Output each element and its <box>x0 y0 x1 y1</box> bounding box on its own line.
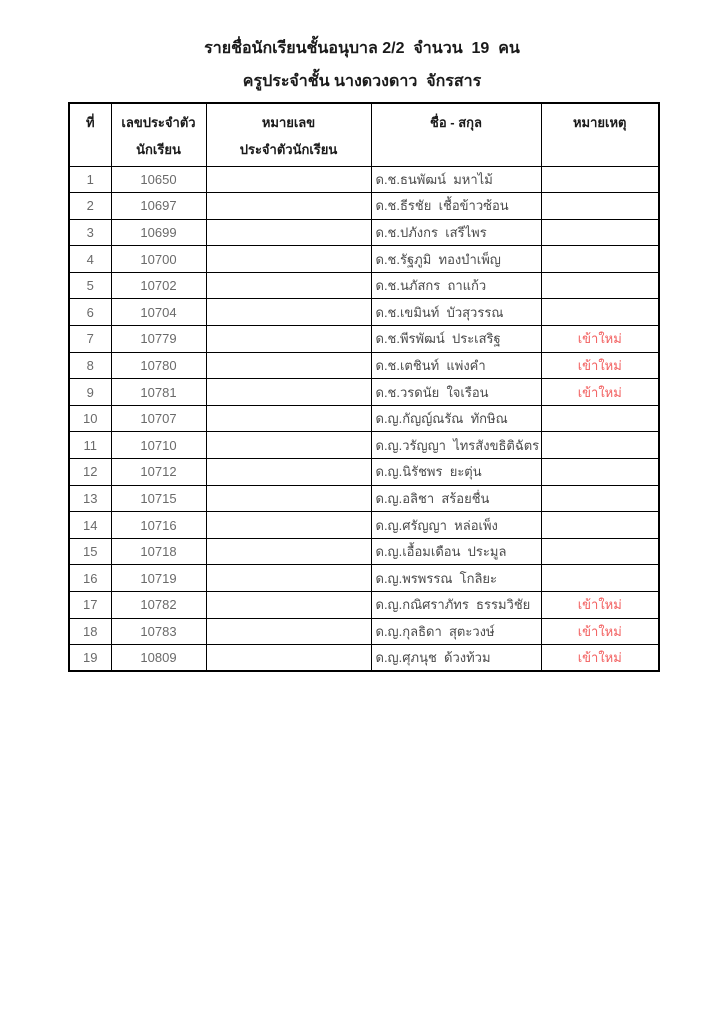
header-remark: หมายเหตุ <box>541 103 659 166</box>
row-number-cell: 10 <box>69 405 111 432</box>
name-cell: ด.ช.ปภังกร เสรีไพร <box>371 219 541 246</box>
row-number-cell: 19 <box>69 645 111 672</box>
row-number-cell: 2 <box>69 193 111 220</box>
student-id-cell: 10650 <box>111 166 206 193</box>
remark-cell <box>541 432 659 459</box>
id-number-cell <box>206 645 371 672</box>
row-number-cell: 15 <box>69 538 111 565</box>
row-number-cell: 5 <box>69 272 111 299</box>
name-cell: ด.ช.นภัสกร ถาแก้ว <box>371 272 541 299</box>
name-cell: ด.ญ.กณิศราภัทร ธรรมวิชัย <box>371 592 541 619</box>
remark-cell <box>541 219 659 246</box>
table-row <box>69 246 659 273</box>
id-number-cell <box>206 405 371 432</box>
remark-cell <box>541 246 659 273</box>
id-number-cell <box>206 512 371 539</box>
row-number-cell: 18 <box>69 618 111 645</box>
name-cell: ด.ช.เตชินท์ แพ่งคำ <box>371 352 541 379</box>
student-id-cell: 10779 <box>111 326 206 353</box>
table-row <box>69 326 659 353</box>
id-number-cell <box>206 352 371 379</box>
student-id-cell: 10718 <box>111 538 206 565</box>
student-id-cell: 10704 <box>111 299 206 326</box>
table-row <box>69 459 659 486</box>
remark-cell <box>541 299 659 326</box>
remark-cell <box>541 485 659 512</box>
table-row <box>69 565 659 592</box>
table-row <box>69 166 659 193</box>
name-cell: ด.ญ.วรัญญา ไทรสังขธิติฉัตร <box>371 432 541 459</box>
id-number-cell <box>206 246 371 273</box>
row-number-cell: 11 <box>69 432 111 459</box>
remark-cell <box>541 512 659 539</box>
header-student-id-line2: นักเรียน <box>136 142 181 157</box>
header-student-id-line1: เลขประจำตัว <box>121 115 196 130</box>
remark-cell <box>541 166 659 193</box>
name-cell: ด.ช.ธีรชัย เชื้อข้าวซ้อน <box>371 193 541 220</box>
student-list-table <box>68 102 660 672</box>
table-row <box>69 485 659 512</box>
id-number-cell <box>206 592 371 619</box>
header-id-number-line1: หมายเลข <box>261 115 316 130</box>
table-row <box>69 538 659 565</box>
table-row <box>69 352 659 379</box>
name-cell: ด.ญ.กุลธิดา สุตะวงษ์ <box>371 618 541 645</box>
table-header <box>69 103 659 166</box>
row-number-cell: 7 <box>69 326 111 353</box>
table-row <box>69 219 659 246</box>
remark-cell: เข้าใหม่ <box>541 592 659 619</box>
table-row <box>69 193 659 220</box>
table-row <box>69 645 659 672</box>
student-id-cell: 10702 <box>111 272 206 299</box>
student-id-cell: 10719 <box>111 565 206 592</box>
document-title-block <box>0 0 724 98</box>
row-number-cell: 3 <box>69 219 111 246</box>
student-table-body <box>69 166 659 671</box>
remark-cell <box>541 193 659 220</box>
student-id-cell: 10715 <box>111 485 206 512</box>
id-number-cell <box>206 459 371 486</box>
name-cell: ด.ช.วรดนัย ใจเรือน <box>371 379 541 406</box>
header-id-number <box>206 103 371 166</box>
header-name: ชื่อ - สกุล <box>371 103 541 166</box>
id-number-cell <box>206 432 371 459</box>
remark-cell: เข้าใหม่ <box>541 618 659 645</box>
row-number-cell: 13 <box>69 485 111 512</box>
name-cell: ด.ญ.ศรัญญา หล่อเพ็ง <box>371 512 541 539</box>
remark-cell: เข้าใหม่ <box>541 645 659 672</box>
row-number-cell: 12 <box>69 459 111 486</box>
remark-cell <box>541 459 659 486</box>
remark-cell <box>541 538 659 565</box>
student-id-cell: 10700 <box>111 246 206 273</box>
name-cell: ด.ญ.เอื้อมเดือน ประมูล <box>371 538 541 565</box>
student-id-cell: 10712 <box>111 459 206 486</box>
student-id-cell: 10697 <box>111 193 206 220</box>
name-cell: ด.ญ.ศุภนุช ด้วงท้วม <box>371 645 541 672</box>
name-cell: ด.ช.รัฐภูมิ ทองบำเพ็ญ <box>371 246 541 273</box>
table-row <box>69 299 659 326</box>
table-row <box>69 432 659 459</box>
student-id-cell: 10716 <box>111 512 206 539</box>
row-number-cell: 8 <box>69 352 111 379</box>
student-id-cell: 10782 <box>111 592 206 619</box>
table-row <box>69 512 659 539</box>
id-number-cell <box>206 219 371 246</box>
name-cell: ด.ญ.พรพรรณ โกลิยะ <box>371 565 541 592</box>
row-number-cell: 6 <box>69 299 111 326</box>
table-row <box>69 272 659 299</box>
id-number-cell <box>206 618 371 645</box>
header-id-number-line2: ประจำตัวนักเรียน <box>239 142 338 157</box>
table-header-row <box>69 103 659 166</box>
row-number-cell: 14 <box>69 512 111 539</box>
header-no: ที่ <box>69 103 111 166</box>
page-subtitle: ครูประจำชั้น นางดวงดาว จักรสาร <box>242 73 482 90</box>
remark-cell <box>541 272 659 299</box>
remark-cell <box>541 565 659 592</box>
student-id-cell: 10707 <box>111 405 206 432</box>
id-number-cell <box>206 538 371 565</box>
remark-cell <box>541 405 659 432</box>
id-number-cell <box>206 326 371 353</box>
table-row <box>69 618 659 645</box>
table-row <box>69 405 659 432</box>
name-cell: ด.ญ.กัญญ์ณรัณ ทักษิณ <box>371 405 541 432</box>
student-id-cell: 10809 <box>111 645 206 672</box>
name-cell: ด.ญ.อลิชา สร้อยชื่น <box>371 485 541 512</box>
name-cell: ด.ญ.นิรัชพร ยะตุ่น <box>371 459 541 486</box>
row-number-cell: 4 <box>69 246 111 273</box>
student-id-cell: 10699 <box>111 219 206 246</box>
id-number-cell <box>206 485 371 512</box>
header-student-id <box>111 103 206 166</box>
remark-cell: เข้าใหม่ <box>541 379 659 406</box>
row-number-cell: 1 <box>69 166 111 193</box>
name-cell: ด.ช.ธนพัฒน์ มหาไม้ <box>371 166 541 193</box>
id-number-cell <box>206 166 371 193</box>
row-number-cell: 16 <box>69 565 111 592</box>
id-number-cell <box>206 565 371 592</box>
id-number-cell <box>206 272 371 299</box>
student-id-cell: 10710 <box>111 432 206 459</box>
student-id-cell: 10783 <box>111 618 206 645</box>
student-id-cell: 10781 <box>111 379 206 406</box>
name-cell: ด.ช.พีรพัฒน์ ประเสริฐ <box>371 326 541 353</box>
id-number-cell <box>206 379 371 406</box>
id-number-cell <box>206 299 371 326</box>
id-number-cell <box>206 193 371 220</box>
remark-cell: เข้าใหม่ <box>541 326 659 353</box>
table-row <box>69 379 659 406</box>
name-cell: ด.ช.เขมินท์ บัวสุวรรณ <box>371 299 541 326</box>
remark-cell: เข้าใหม่ <box>541 352 659 379</box>
row-number-cell: 9 <box>69 379 111 406</box>
table-row <box>69 592 659 619</box>
row-number-cell: 17 <box>69 592 111 619</box>
student-id-cell: 10780 <box>111 352 206 379</box>
page-title: รายชื่อนักเรียนชั้นอนุบาล 2/2 จำนวน 19 คน <box>204 40 520 57</box>
